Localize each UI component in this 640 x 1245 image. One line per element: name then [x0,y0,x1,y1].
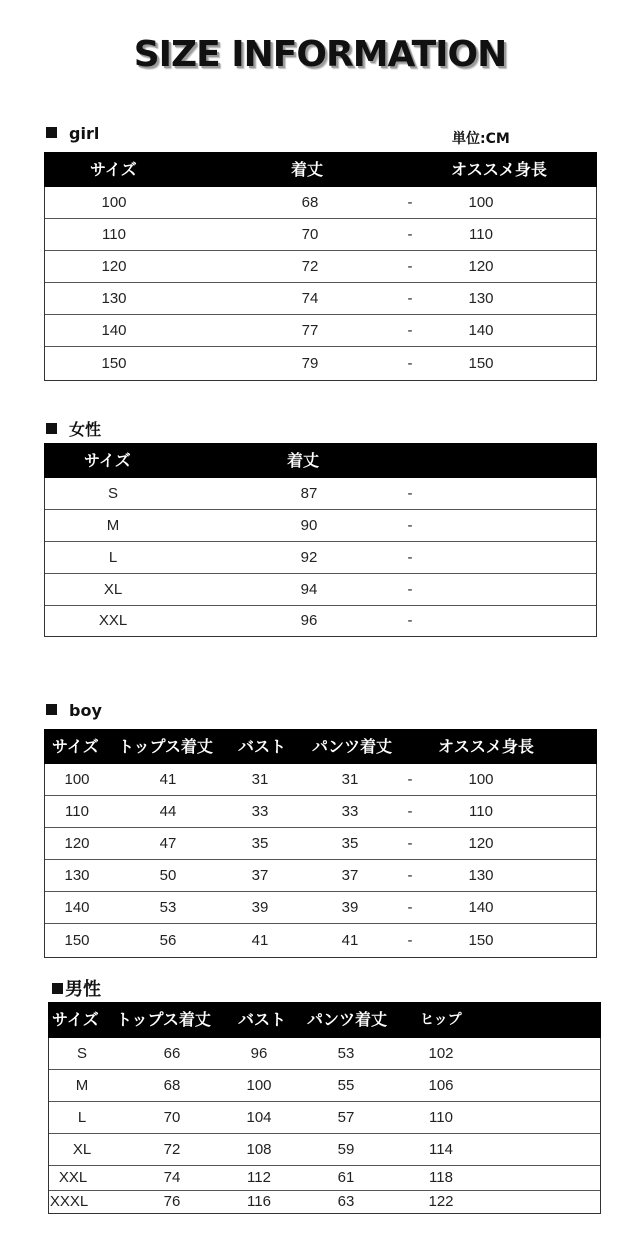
men-col-top-length: トップス着丈 [116,1010,211,1029]
table-row: XXL 74 112 61 118 [49,1166,600,1191]
table-row: S 87 - [45,478,596,510]
square-bullet-icon [52,983,63,994]
table-row: XXL 96 - [98,612,413,629]
women-table-header [44,443,597,478]
table-row: XXXL 76 116 63 122 [49,1193,454,1210]
table-row: S 66 96 53 102 [49,1038,600,1070]
table-row: L 70 104 57 110 [49,1102,600,1134]
unit-label: 単位:CM [452,131,510,147]
girl-col-height: オススメ身長 [451,160,547,179]
men-col-bust: バスト [238,1010,287,1029]
section-heading-men [52,975,101,1001]
table-row: 100 68 - 100 [45,187,596,219]
table-row: 140 53 39 39 - 140 [45,892,596,924]
girl-size-table [44,152,597,381]
boy-col-height: オススメ身長 [438,737,534,756]
girl-col-size: サイズ [90,160,137,179]
boy-size-table [44,729,597,958]
boy-col-pants-length: パンツ着丈 [312,737,393,756]
square-bullet-icon [46,704,57,715]
table-row: 150 79 - 150 [101,355,494,372]
page-title: SIZE INFORMATION [133,34,507,75]
boy-heading-text: boy [69,701,102,720]
table-row: 110 44 33 33 - 110 [45,796,596,828]
girl-col-length: 着丈 [291,160,324,179]
girl-table-header [44,152,597,187]
men-heading-text: 男性 [65,979,101,1000]
table-row: 150 56 41 41 - 150 [64,932,494,949]
women-col-length: 着丈 [287,451,320,470]
table-row: XL 72 108 59 114 [49,1134,600,1166]
section-heading-boy [46,701,102,720]
women-size-table [44,443,597,637]
boy-col-size: サイズ [52,737,99,756]
table-row: 130 50 37 37 - 130 [45,860,596,892]
men-col-size: サイズ [52,1010,99,1029]
table-row: 130 74 - 130 [45,283,596,315]
table-row: 140 77 - 140 [45,315,596,347]
table-row: M 90 - [45,510,596,542]
boy-col-top-length: トップス着丈 [118,737,213,756]
square-bullet-icon [46,127,57,138]
table-row: 110 70 - 110 [45,219,596,251]
men-col-pants-length: パンツ着丈 [307,1010,388,1029]
women-col-size: サイズ [84,451,131,470]
section-heading-girl [46,124,99,143]
table-row: L 92 - [45,542,596,574]
women-heading-text: 女性 [69,420,102,439]
table-row: M 68 100 55 106 [49,1070,600,1102]
section-heading-women [46,417,101,440]
men-size-table [48,1002,601,1214]
boy-table-header [44,729,597,764]
table-row: 120 47 35 35 - 120 [45,828,596,860]
table-row: 100 41 31 31 - 100 [45,764,596,796]
table-row: 120 72 - 120 [45,251,596,283]
table-row: XL 94 - [45,574,596,606]
square-bullet-icon [46,423,57,434]
men-table-header [48,1002,601,1038]
boy-col-bust: バスト [238,737,287,756]
men-col-hip: ヒップ [420,1012,462,1028]
girl-heading-text: girl [69,124,100,143]
